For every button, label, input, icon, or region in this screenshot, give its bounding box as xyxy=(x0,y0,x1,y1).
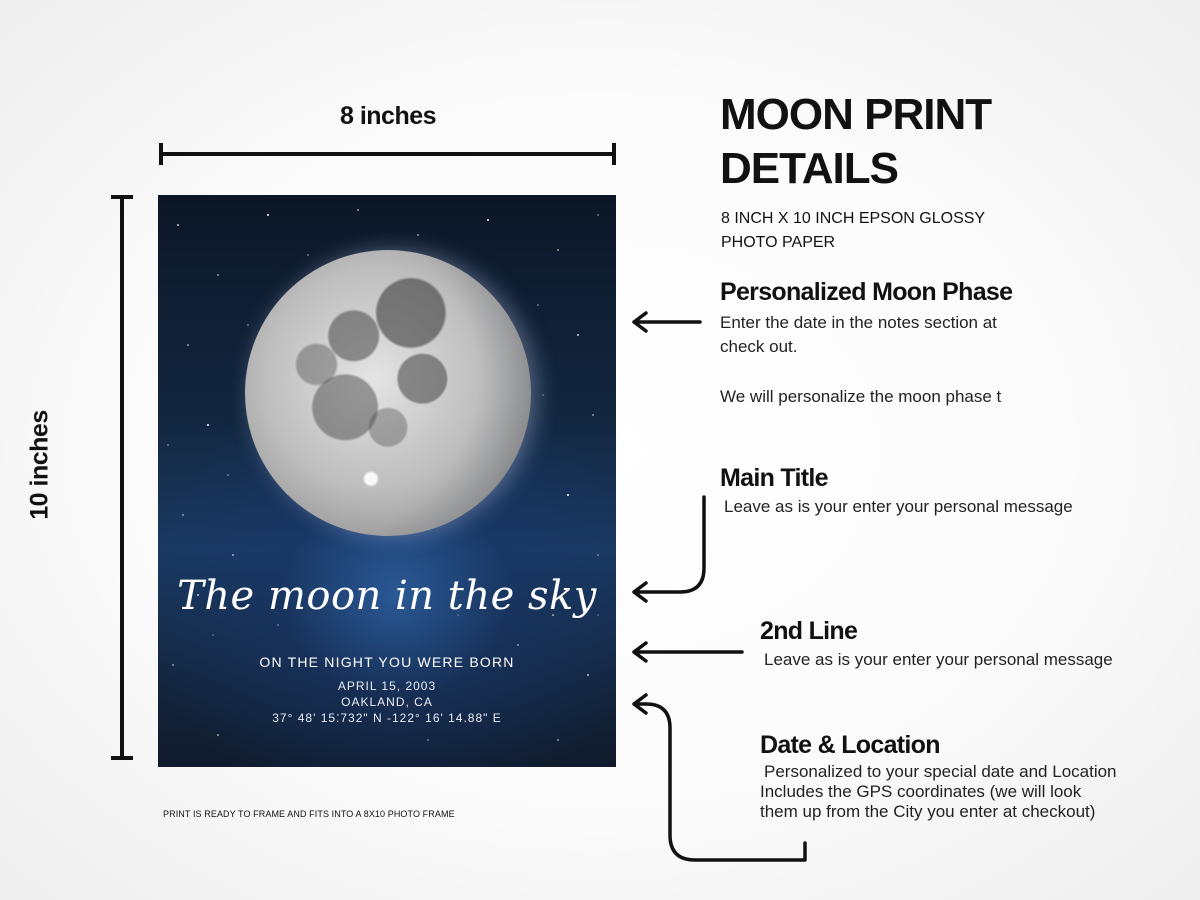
arrow-second-line xyxy=(634,643,742,661)
arrow-moon-phase xyxy=(634,313,700,331)
details-heading xyxy=(720,88,991,196)
paper-spec-line-1: 8 INCH X 10 INCH EPSON GLOSSY xyxy=(721,210,986,227)
section-text: Personalized to your special date and Location xyxy=(764,762,1117,781)
poster-coordinates: 37° 48' 15.732" N -122° 16' 14.88" E xyxy=(272,711,502,725)
section-text: check out. xyxy=(720,337,798,356)
section-main-title xyxy=(720,464,1100,519)
arrow-main-title xyxy=(634,497,704,601)
moon-poster xyxy=(158,195,616,767)
width-label: 8 inches xyxy=(339,102,437,130)
section-second-line xyxy=(760,617,1140,672)
moon-shading xyxy=(245,250,531,536)
poster-date: APRIL 15, 2003 xyxy=(337,679,437,693)
paper-spec-line-2: PHOTO PAPER xyxy=(721,234,836,251)
height-label: 10 inches xyxy=(25,410,54,520)
section-moon-phase xyxy=(720,278,1060,409)
poster-location: OAKLAND, CA xyxy=(341,695,433,709)
section-title: 2nd Line xyxy=(760,617,858,645)
poster-subtitle: ON THE NIGHT YOU WERE BORN xyxy=(259,654,515,670)
poster-main-title: The moon in the sky xyxy=(177,573,597,619)
section-date-location xyxy=(760,731,1160,822)
section-text: Includes the GPS coordinates (we will look xyxy=(760,782,1082,801)
paper-spec xyxy=(721,207,1021,255)
section-title: Main Title xyxy=(720,464,828,492)
section-text: We will personalize the moon phase t xyxy=(720,387,1002,406)
section-text: Leave as is your enter your personal message xyxy=(764,650,1113,669)
heading-line-1: MOON PRINT xyxy=(720,90,992,139)
section-text: Enter the date in the notes section at xyxy=(720,313,997,332)
section-title: Date & Location xyxy=(760,731,940,759)
section-text: them up from the City you enter at checkout) xyxy=(760,802,1096,821)
footer-note: PRINT IS READY TO FRAME AND FITS INTO A 8X10 PHOTO FRAME xyxy=(163,809,455,819)
section-text: Leave as is your enter your personal message xyxy=(724,497,1073,516)
section-title: Personalized Moon Phase xyxy=(720,278,1013,306)
heading-line-2: DETAILS xyxy=(720,144,898,193)
